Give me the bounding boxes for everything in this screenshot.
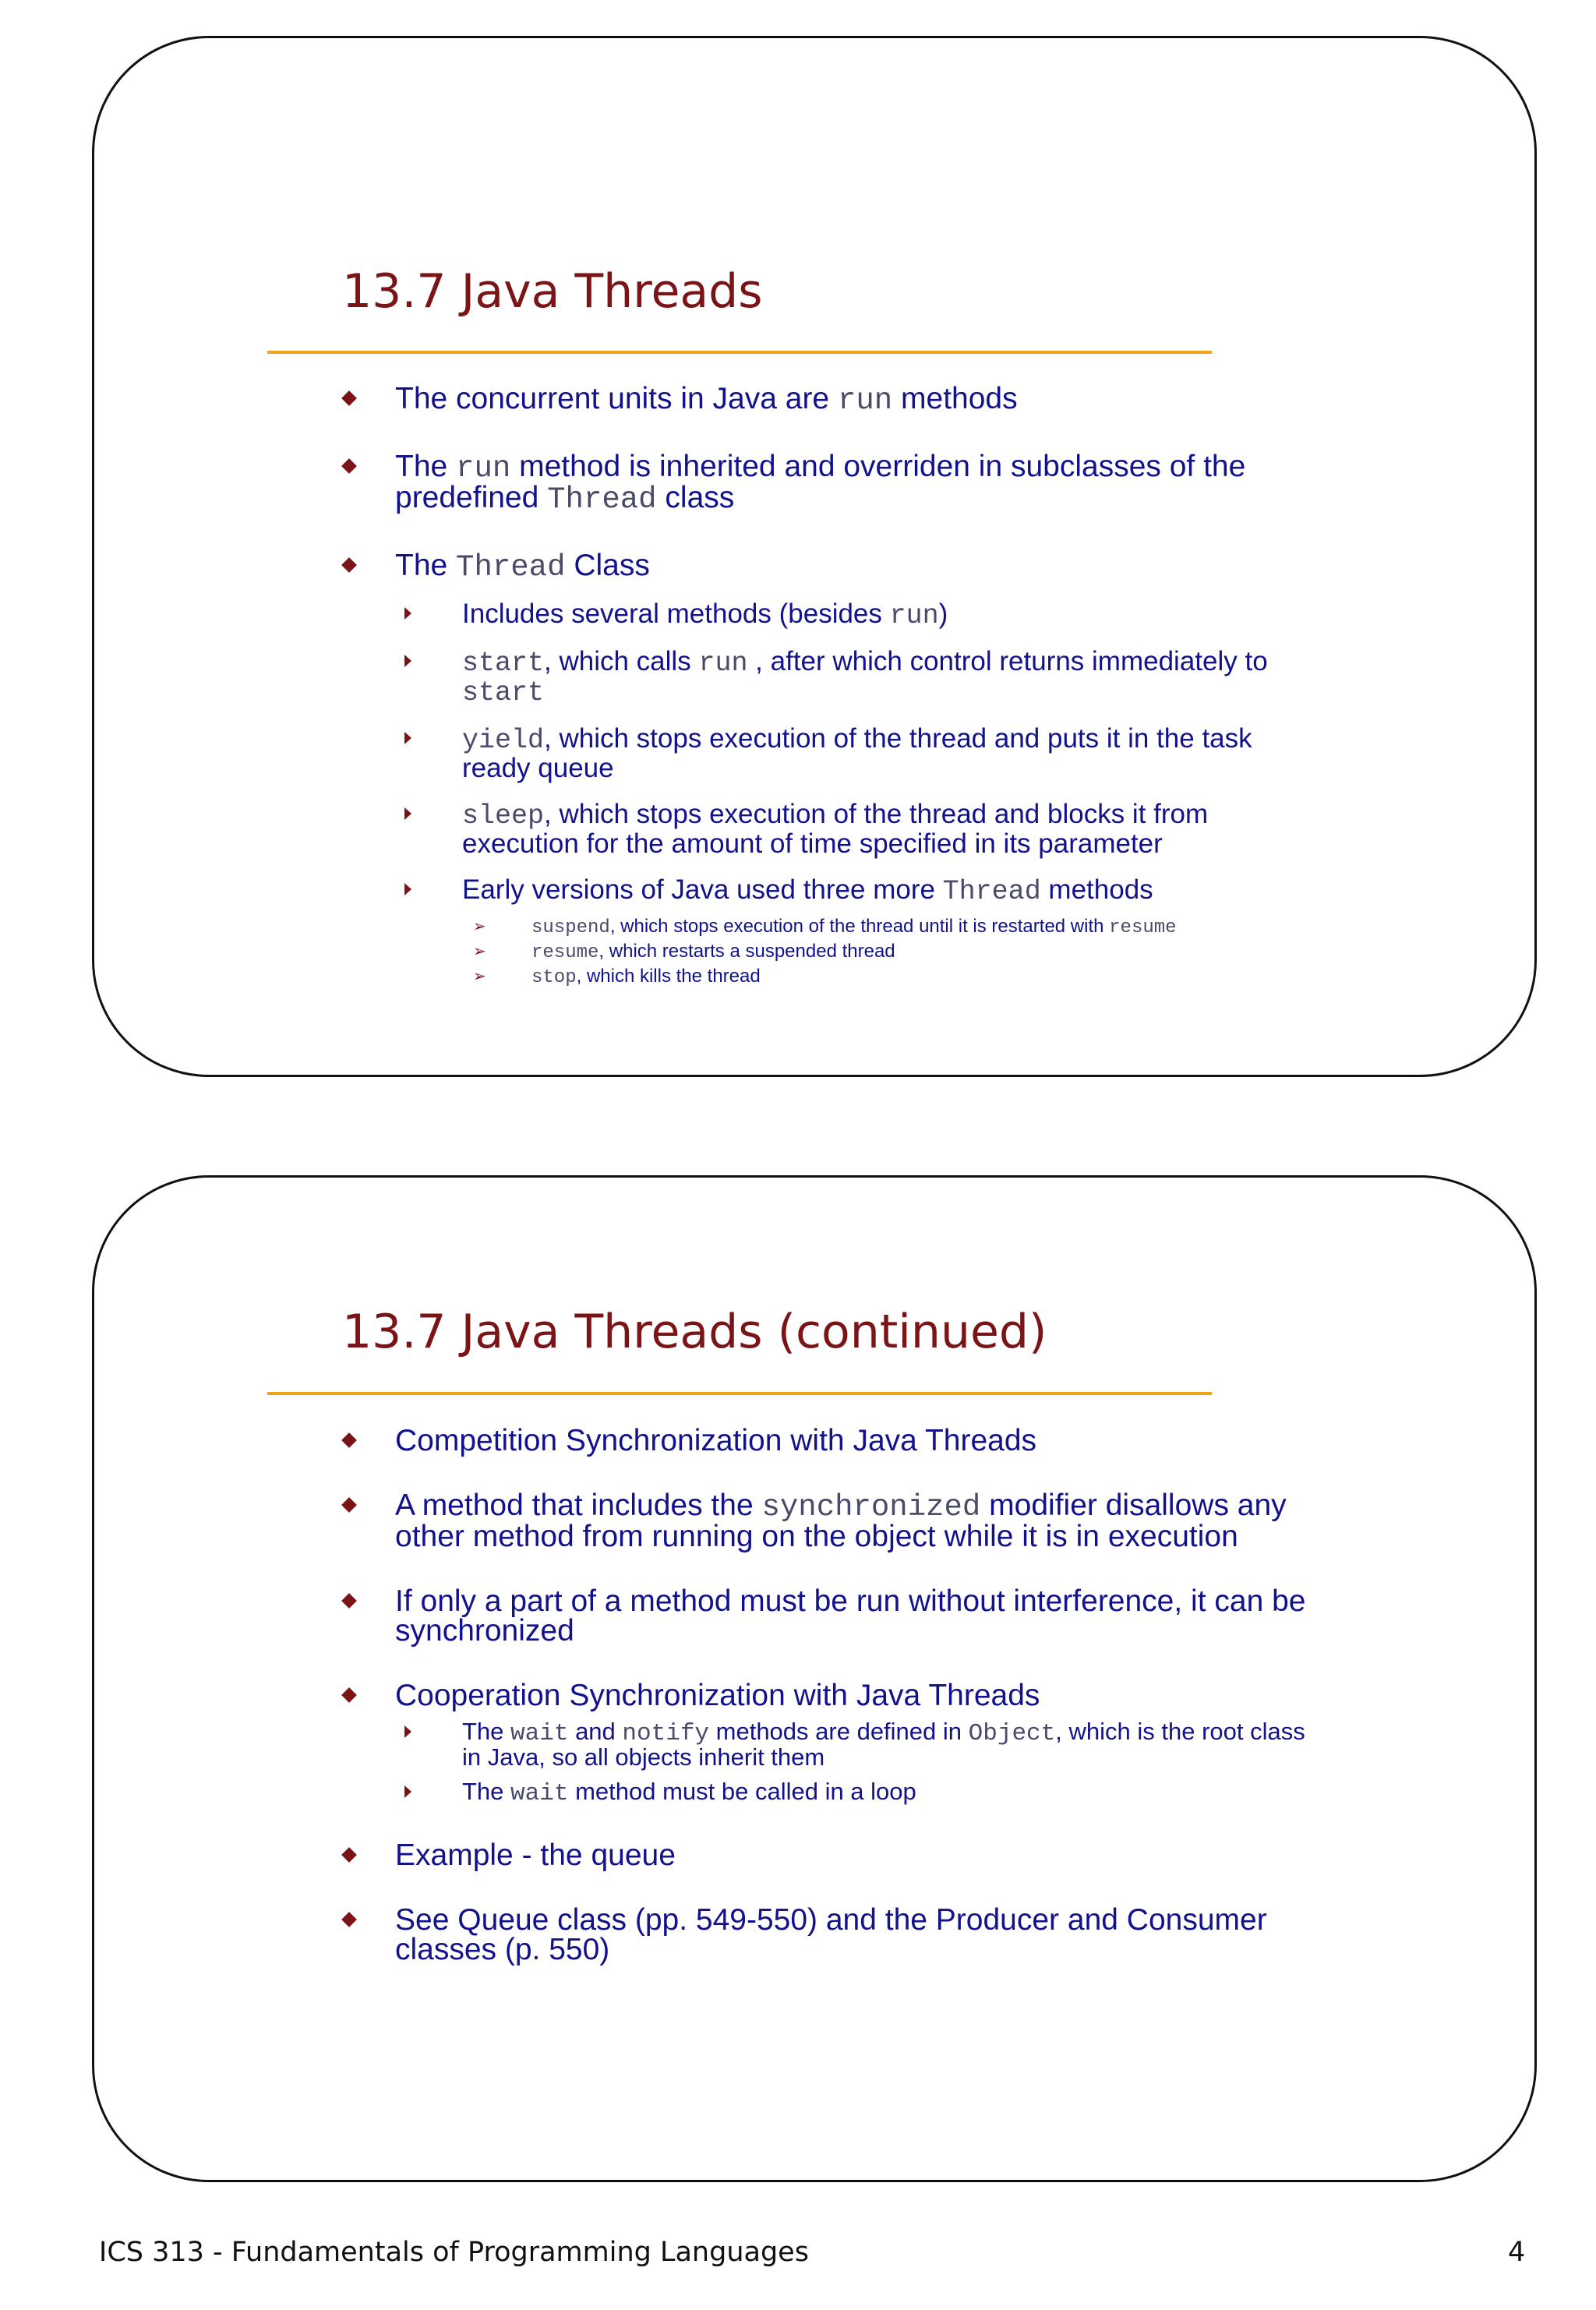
- sub-sub-bullet-text: , which restarts a suspended thread: [598, 941, 895, 962]
- sub-sub-bullet-text: , which kills the thread: [576, 966, 761, 987]
- sub-sub-bullet-text: , which stops execution of the thread until it is restarted with: [609, 916, 1110, 937]
- bullet-text: See Queue class (pp. 549-550) and the Producer and Consumer classes (p. 550): [395, 1903, 1267, 1966]
- code-text: wait: [510, 1720, 569, 1747]
- bullet-text: If only a part of a method must be run without interference, it can be synchronized: [395, 1584, 1306, 1648]
- diamond-bullet-icon: [341, 1432, 357, 1448]
- code-text: resume: [1109, 917, 1177, 938]
- code-text: suspend: [531, 917, 610, 938]
- bullet-text: Example - the queue: [395, 1838, 676, 1872]
- arrow-bullet-icon: [404, 807, 411, 820]
- sub-bullet-item: [342, 648, 1324, 707]
- bullet-text: Cooperation Synchronization with Java Threads: [395, 1679, 1040, 1712]
- bullet-text: modifier disallows any other method from running on the object while it is in execution: [395, 1489, 1287, 1553]
- arrow-bullet-icon: [404, 607, 411, 620]
- arrowhead-bullet-icon: ➢: [473, 943, 486, 960]
- sub-bullet-item: [342, 1720, 1324, 1769]
- page-number: 4: [1508, 2237, 1526, 2268]
- code-text: stop: [531, 967, 577, 988]
- sub-bullet-item: [342, 600, 1324, 630]
- diamond-bullet-icon: [341, 1593, 357, 1609]
- bullet-item: [342, 382, 1324, 418]
- sub-bullet-text: methods are defined in: [709, 1718, 969, 1745]
- code-text: start: [462, 677, 545, 708]
- arrow-bullet-icon: [404, 732, 411, 744]
- code-text: Thread: [547, 482, 657, 517]
- sub-bullet-text: method must be called in a loop: [568, 1778, 916, 1805]
- sub-bullet-text: ): [938, 599, 948, 629]
- footer-course-title: ICS 313 - Fundamentals of Programming Languages: [99, 2237, 809, 2268]
- sub-bullet-item: [342, 1780, 1324, 1806]
- sub-bullet-item: [342, 800, 1324, 858]
- bullet-item: [342, 1584, 1324, 1648]
- diamond-bullet-icon: [341, 458, 357, 474]
- slide-body: [342, 1426, 1324, 2001]
- title-underline: [267, 1392, 1212, 1395]
- bullet-item: [342, 1838, 1324, 1872]
- bullet-item: [342, 1681, 1324, 1806]
- sub-bullet-text: Includes several methods (besides: [462, 599, 890, 629]
- code-text: yield: [462, 725, 545, 756]
- sub-bullet-item: [342, 876, 1324, 906]
- arrow-bullet-icon: [404, 655, 411, 667]
- arrow-bullet-icon: [404, 883, 411, 895]
- diamond-bullet-icon: [341, 390, 357, 406]
- sub-bullet-text: , which calls: [544, 646, 699, 676]
- slide-title: 13.7 Java Threads (continued): [342, 1305, 1047, 1359]
- slide-1: [92, 36, 1537, 1077]
- code-text: run: [698, 648, 748, 679]
- sub-bullet-text: methods: [1040, 874, 1153, 905]
- sub-sub-bullet-item: [342, 915, 1324, 940]
- title-underline: [267, 351, 1212, 354]
- bullet-item: [342, 1426, 1324, 1456]
- sub-bullet-text: , which is the root class in Java, so all objects inherit them: [462, 1718, 1305, 1771]
- code-text: resume: [531, 942, 599, 963]
- code-text: wait: [510, 1780, 569, 1807]
- arrowhead-bullet-icon: ➢: [473, 968, 486, 985]
- arrowhead-bullet-icon: ➢: [473, 918, 486, 935]
- bullet-text: The: [395, 549, 457, 582]
- bullet-text: class: [656, 481, 735, 514]
- diamond-bullet-icon: [341, 557, 357, 573]
- sub-bullet-text: and: [568, 1718, 623, 1745]
- bullet-text: The: [395, 450, 457, 483]
- code-text: Thread: [456, 550, 566, 585]
- bullet-text: Competition Synchronization with Java Threads: [395, 1424, 1037, 1457]
- sub-bullet-text: The: [462, 1718, 511, 1745]
- diamond-bullet-icon: [341, 1497, 357, 1513]
- code-text: Object: [968, 1720, 1056, 1747]
- diamond-bullet-icon: [341, 1687, 357, 1703]
- code-text: run: [889, 600, 939, 631]
- slide-body: [342, 384, 1324, 990]
- sub-sub-bullet-item: [342, 965, 1324, 990]
- arrow-bullet-icon: [404, 1785, 411, 1798]
- diamond-bullet-icon: [341, 1847, 357, 1863]
- arrow-bullet-icon: [404, 1725, 411, 1738]
- bullet-text: Class: [565, 549, 650, 582]
- sub-bullet-item: [342, 725, 1324, 782]
- bullet-item: [342, 450, 1324, 517]
- bullet-text: methods: [892, 382, 1018, 415]
- slide-title: 13.7 Java Threads: [342, 264, 763, 319]
- code-text: notify: [622, 1720, 710, 1747]
- code-text: run: [456, 451, 511, 486]
- sub-bullet-text: , which stops execution of the thread and blocks it from execution for the amount of time specified in its parameter: [462, 799, 1209, 859]
- sub-bullet-text: , after which control returns immediately to: [747, 646, 1268, 676]
- code-text: Thread: [942, 876, 1041, 907]
- bullet-item: [342, 551, 1324, 990]
- bullet-item: [342, 1903, 1324, 1966]
- code-text: sleep: [462, 800, 545, 832]
- bullet-text: A method that includes the: [395, 1489, 762, 1522]
- code-text: run: [837, 383, 893, 418]
- sub-bullet-text: , which stops execution of the thread and puts it in the task ready queue: [462, 723, 1252, 783]
- bullet-text: method is inherited and overriden in subclasses of the predefined: [395, 450, 1246, 514]
- bullet-item: [342, 1491, 1324, 1552]
- sub-bullet-text: Early versions of Java used three more: [462, 874, 943, 905]
- sub-sub-bullet-item: [342, 940, 1324, 965]
- sub-bullet-text: The: [462, 1778, 511, 1805]
- diamond-bullet-icon: [341, 1912, 357, 1927]
- code-text: synchronized: [761, 1490, 981, 1524]
- code-text: start: [462, 648, 545, 679]
- slide-2: [92, 1175, 1537, 2182]
- bullet-text: The concurrent units in Java are: [395, 382, 838, 415]
